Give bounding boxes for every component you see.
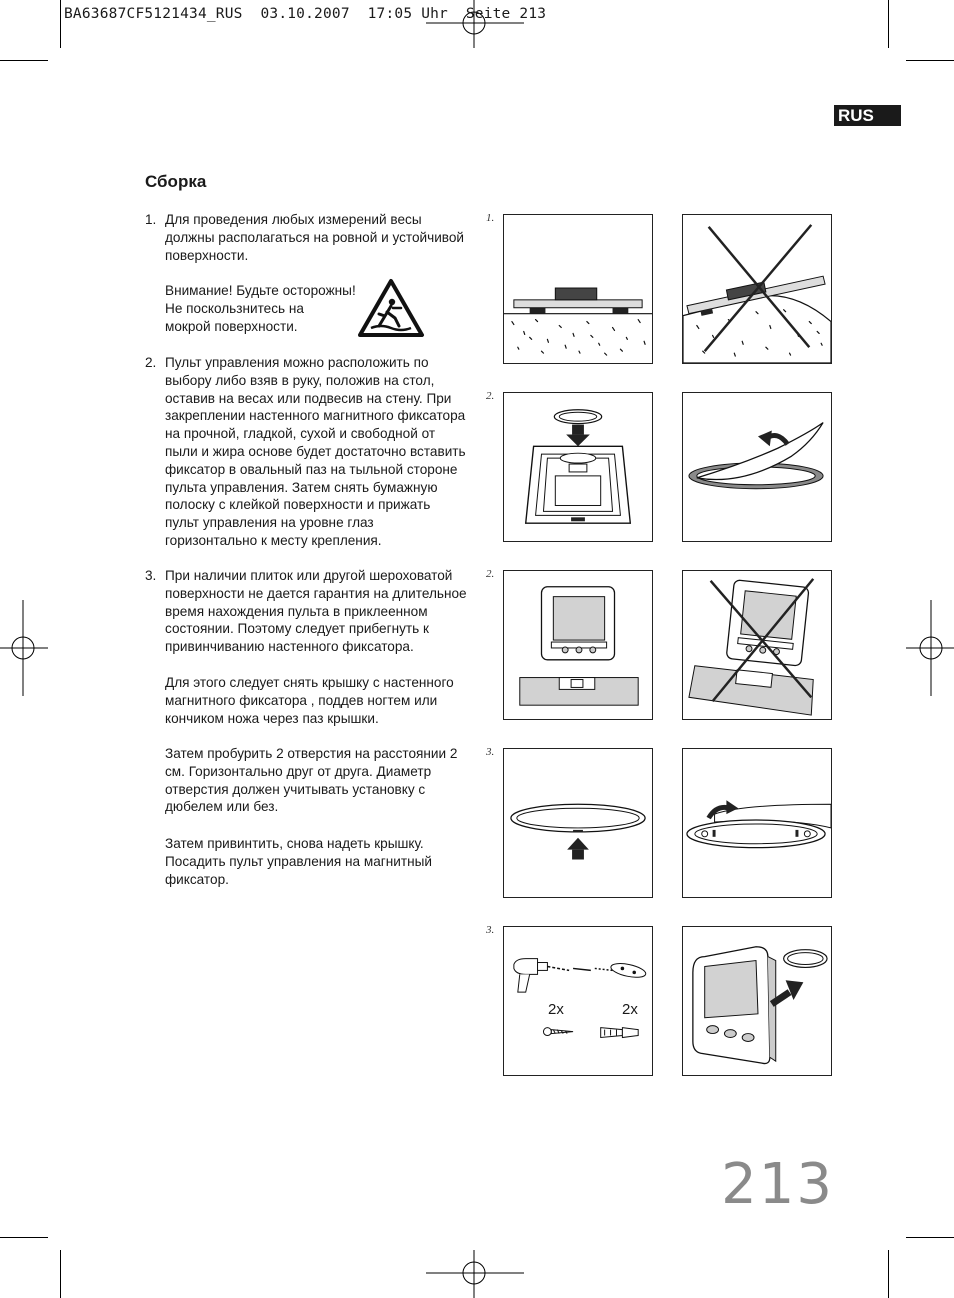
item-paragraph: При наличии плиток или другой шероховатой поверхности не дается гарантия на длительное время нахождения пульта в приклеенном состоянии. Поэтому следует прибегнуть к привинчиванию настенного фиксатора. [165,568,467,655]
section-title: Сборка [145,172,207,191]
crop-mark [888,1250,889,1298]
crop-mark [906,60,954,61]
registration-mark-right [906,600,954,696]
quantity-label-dowels: 2x [622,1001,638,1018]
warning-paragraph: Внимание! Будьте осторожны! Не поскользнитесь на мокрой поверхности. [165,283,356,334]
print-slug: BA63687CF5121434_RUS 03.10.2007 17:05 Uhr Seite 213 [64,6,547,22]
quantity-label-screws: 2x [548,1001,564,1018]
item-paragraph: Затем привинтить, снова надеть крышку. Посадить пульт управления на магнитный фиксатор. [165,836,432,887]
figure-scale-on-level-floor [503,214,653,364]
figure-remote-on-rough-wall-crossed [682,570,832,720]
item-paragraph: Для этого следует снять крышку с настенного магнитного фиксатора , поддев ногтем или кончиком ножа через паз крышки. [165,675,454,726]
page-number: 213 [721,1152,834,1217]
registration-mark-left [0,600,48,696]
slippery-surface-warning-icon [357,278,425,338]
item-paragraph: Затем пробурить 2 отверстия на расстоянии 2 см. Горизонтально друг от друга. Диаметр отверстия должен учитывать установку с дюбелем или без. [165,746,458,815]
registration-mark-bottom [426,1250,524,1298]
item-paragraph: Пульт управления можно расположить по выбору либо взяв в руку, положив на стол, оставив на весах или подвесив на стену. При закреплении настенного магнитного фиксатора на прочной, гладкой, сухой и свободной от пыли и жира основе будет достаточно вставить фиксатор в овальный паз на тыльной стороне пульта управления. Затем снять бумажную полоску с клейкой поверхности и прижать пульт управления на уровне глаз горизонтально к месту крепления. [165,355,466,548]
figure-step-label: 1. [486,212,495,224]
crop-mark [888,0,889,48]
crop-mark [0,1237,48,1238]
crop-mark [60,1250,61,1298]
figure-step-label: 3. [486,746,495,758]
figure-drill-screws-dowels [503,926,653,1076]
figure-remove-adhesive-strip [682,392,832,542]
figure-insert-holder-in-remote [503,392,653,542]
figure-scale-on-uneven-floor-crossed [682,214,832,364]
crop-mark [0,60,48,61]
figure-attach-remote-to-holder [682,926,832,1076]
item-number: 1. [145,212,157,227]
language-tab: RUS [834,105,901,126]
item-number: 3. [145,568,157,583]
item-paragraph: Для проведения любых измерений весы должны располагаться на ровной и устойчивой поверхности. [165,212,465,263]
figure-step-label: 2. [486,390,495,402]
figure-step-label: 3. [486,924,495,936]
item-number: 2. [145,355,157,370]
figure-step-label: 2. [486,568,495,580]
figure-open-holder-cover [503,748,653,898]
figure-remote-on-flat-wall [503,570,653,720]
crop-mark [906,1237,954,1238]
crop-mark [60,0,61,48]
figure-holder-base-with-screw-holes [682,748,832,898]
